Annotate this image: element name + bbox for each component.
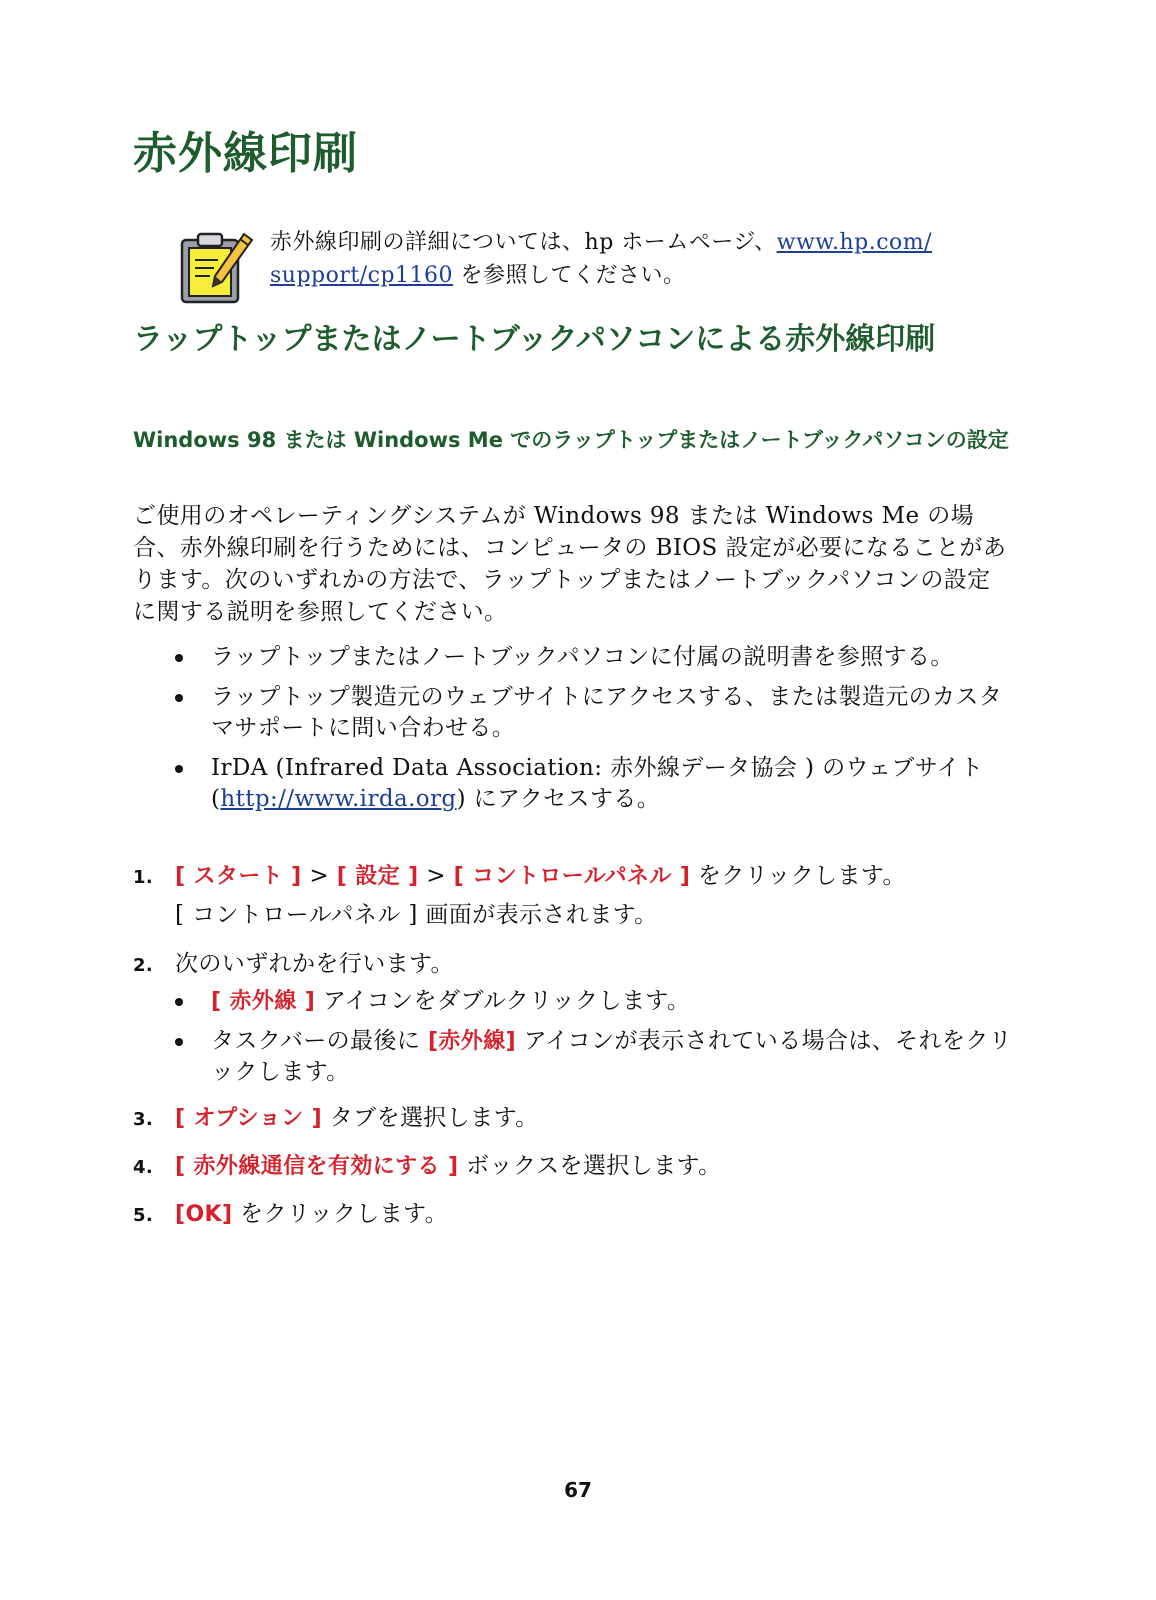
separator: > xyxy=(301,863,337,889)
list-item-text: ラップトップまたはノートブックパソコンに付属の説明書を参照する。 xyxy=(211,644,954,670)
list-item-text: タスクバーの最後に xyxy=(211,1028,428,1054)
separator: > xyxy=(418,863,454,889)
step-number: 5. xyxy=(133,1205,154,1226)
start-menu-label: [ スタート ] xyxy=(175,864,302,889)
step-number: 4. xyxy=(133,1157,154,1178)
section-heading: ラップトップまたはノートブックパソコンによる赤外線印刷 xyxy=(133,322,936,357)
step-number: 3. xyxy=(133,1109,154,1130)
control-panel-label: [ コントロールパネル ] xyxy=(453,864,691,889)
settings-menu-label: [ 設定 ] xyxy=(336,864,419,889)
list-item xyxy=(133,753,1013,815)
step-text: ボックスを選択します。 xyxy=(458,1153,722,1179)
bullet-icon xyxy=(175,998,183,1006)
infrared-icon-label: [ 赤外線 ] xyxy=(211,989,316,1014)
step-text: 次のいずれかを行います。 xyxy=(175,951,454,977)
infrared-taskbar-label: [赤外線] xyxy=(427,1029,517,1054)
list-item xyxy=(133,986,1013,1017)
enable-infrared-checkbox-label: [ 赤外線通信を有効にする ] xyxy=(175,1154,459,1179)
note-text xyxy=(270,226,1030,292)
bullet-icon xyxy=(175,694,183,702)
step-3 xyxy=(133,1102,1013,1135)
step-result: [ コントロールパネル ] 画面が表示されます。 xyxy=(175,902,658,928)
hp-support-link-continued[interactable]: support/cp1160 xyxy=(270,263,454,288)
step-text: をクリックします。 xyxy=(690,863,906,889)
list-item-text: IrDA (Infrared Data Association: 赤外線データ協会 ) のウェブサイト ( xyxy=(211,755,984,812)
bullet-icon xyxy=(175,654,183,662)
note-text-after: を参照してください。 xyxy=(453,263,686,288)
list-item-text: ラップトップ製造元のウェブサイトにアクセスする、または製造元のカスタマサポートに問い合わせる。 xyxy=(211,684,1003,741)
step-4 xyxy=(133,1150,1013,1183)
list-item-text-after: ) にアクセスする。 xyxy=(456,786,661,812)
step-number: 2. xyxy=(133,955,154,976)
clipboard-pencil-icon xyxy=(178,228,258,308)
step-number: 1. xyxy=(133,867,154,888)
ok-button-label: [OK] xyxy=(175,1202,233,1227)
hp-support-link[interactable]: www.hp.com/ xyxy=(776,230,933,255)
page-number: 67 xyxy=(564,1478,592,1502)
bullet-icon xyxy=(175,765,183,773)
step-text: タブを選択します。 xyxy=(322,1105,539,1131)
step-1 xyxy=(133,860,1013,931)
list-item-text: アイコンをダブルクリックします。 xyxy=(315,988,691,1014)
bullet-icon xyxy=(175,1038,183,1046)
list-item xyxy=(133,682,1013,744)
list-item xyxy=(133,1026,1013,1088)
step-2 xyxy=(133,948,1013,980)
intro-paragraph: ご使用のオペレーティングシステムが Windows 98 または Windows Me の場合、赤外線印刷を行うためには、コンピュータの BIOS 設定が必要になることがあります。次のいずれかの方法で、ラップトップまたはノートブックパソコンの設定に関する説明を参照してください。 xyxy=(133,503,1007,625)
list-item-text-after: アイコンが表示されている場合は、それをクリックします。 xyxy=(211,1028,1013,1085)
method-list xyxy=(133,642,1013,824)
note-text-before: 赤外線印刷の詳細については、hp ホームページ、 xyxy=(270,230,777,255)
page-title: 赤外線印刷 xyxy=(133,128,358,179)
step-2-options xyxy=(133,986,1013,1097)
subsection-heading: Windows 98 または Windows Me でのラップトップまたはノートブックパソコンの設定 xyxy=(133,428,1009,452)
step-text: をクリックします。 xyxy=(232,1201,449,1227)
list-item xyxy=(133,642,1013,673)
irda-link[interactable]: http://www.irda.org xyxy=(220,786,457,812)
step-5 xyxy=(133,1198,1013,1231)
options-tab-label: [ オプション ] xyxy=(175,1106,323,1131)
